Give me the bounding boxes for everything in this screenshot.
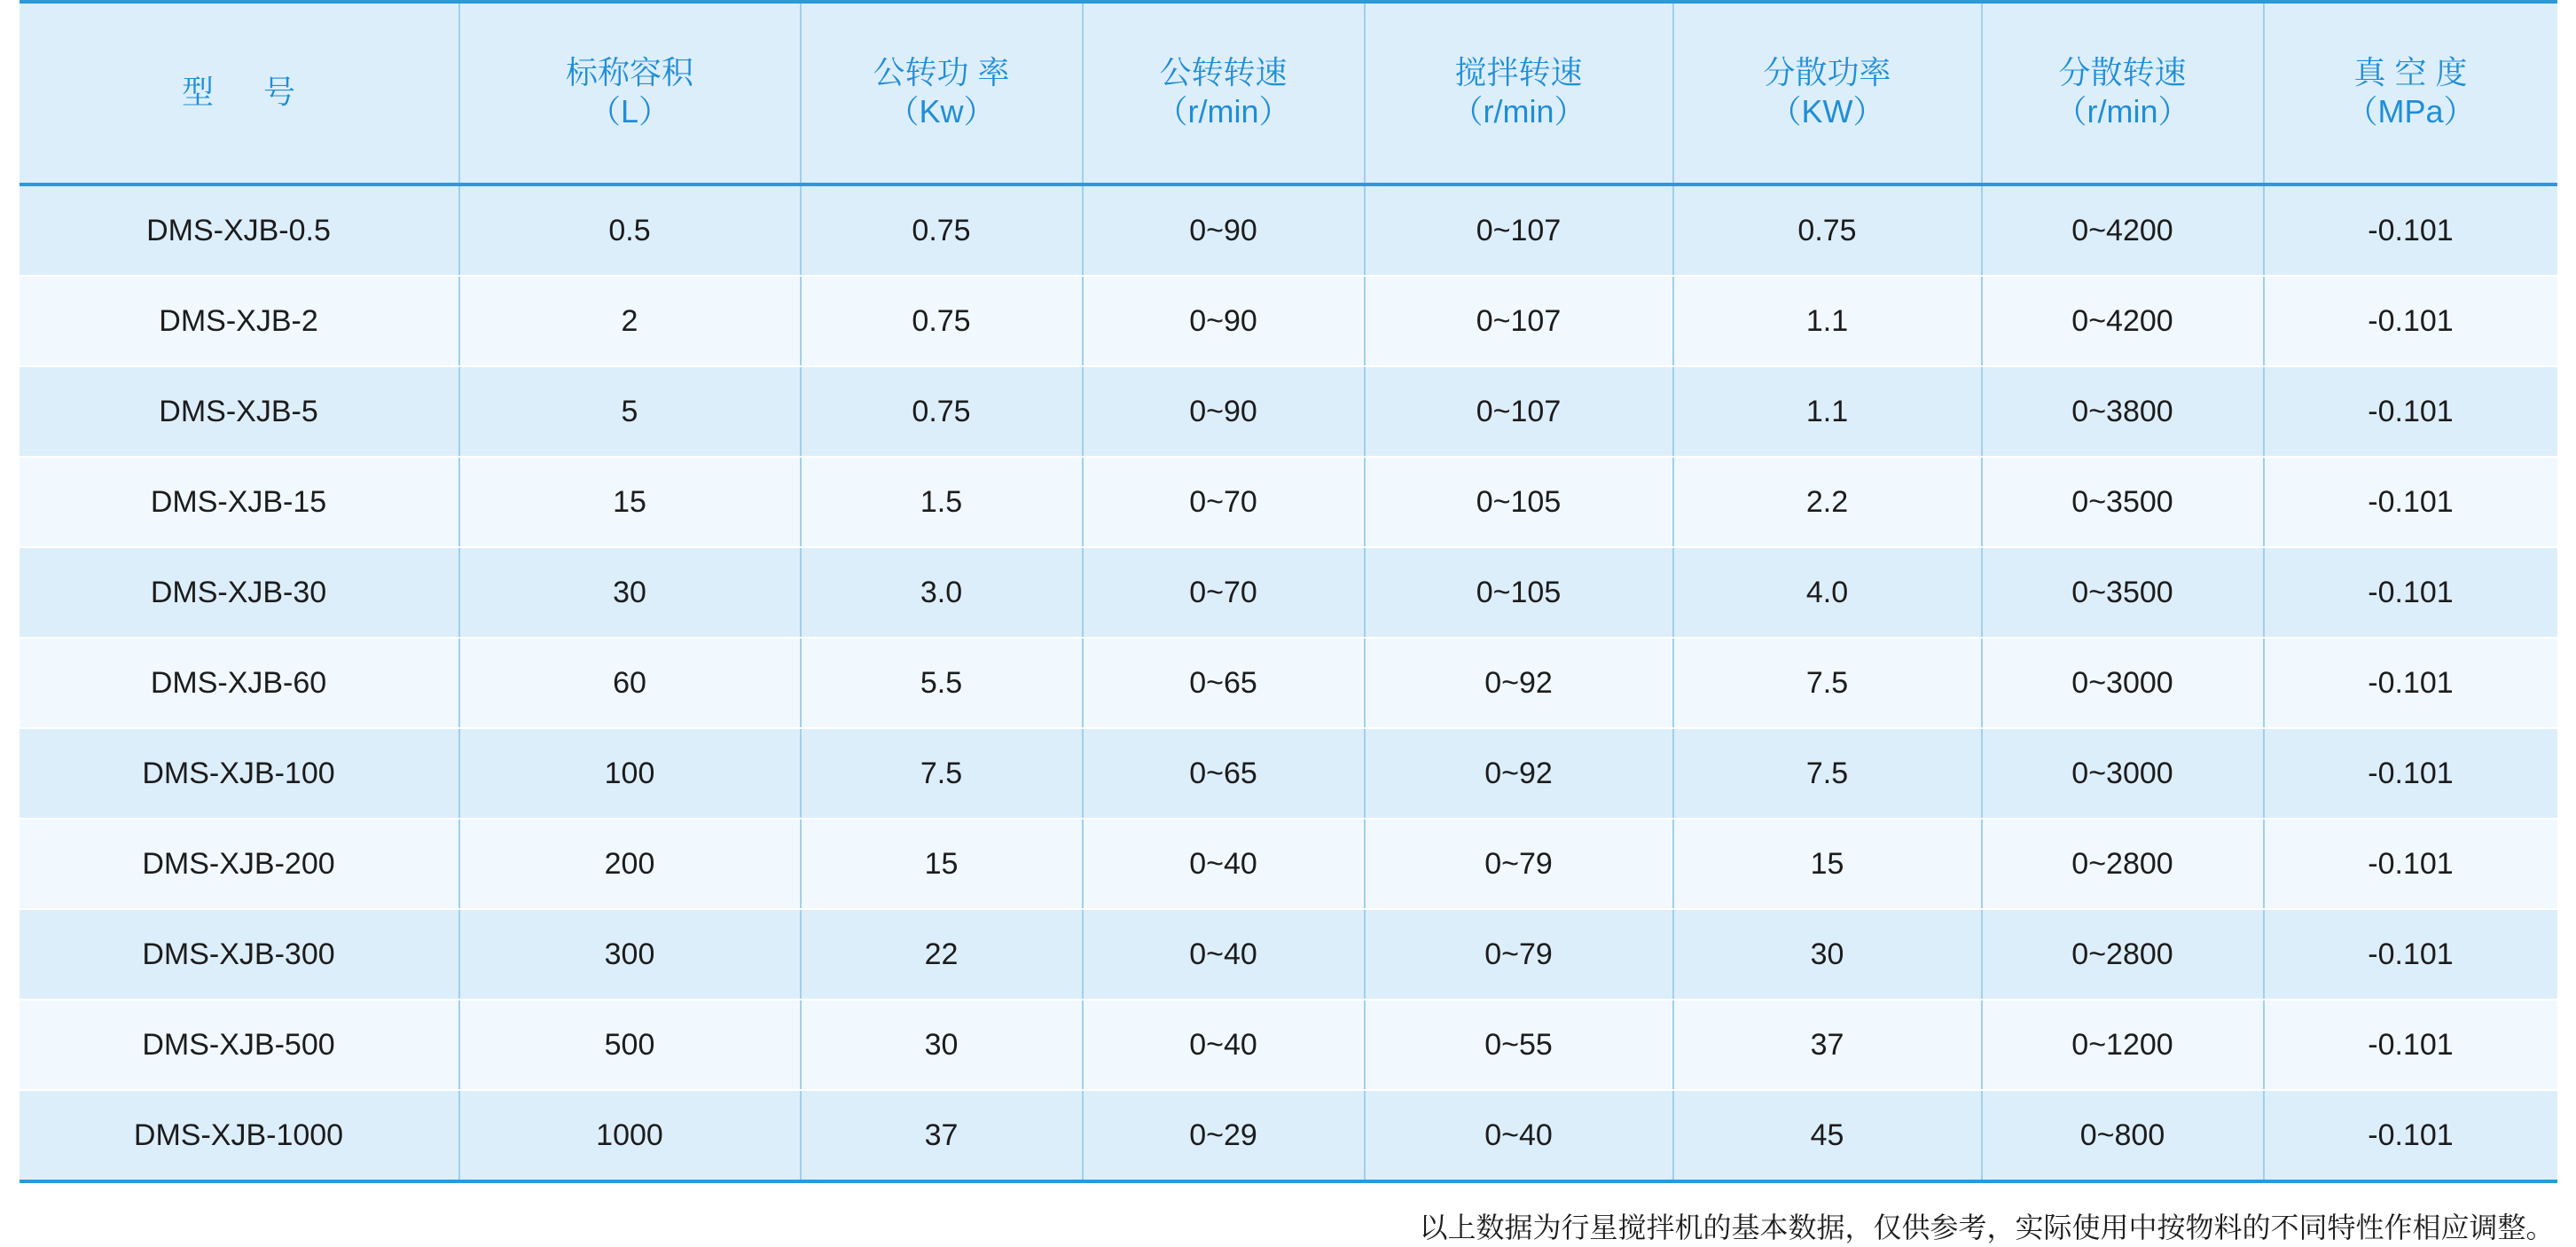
cell-revolution-speed: 0~40 xyxy=(1083,909,1365,1000)
cell-vacuum-degree: -0.101 xyxy=(2264,184,2557,276)
column-header-title: 型 号 xyxy=(181,74,304,111)
cell-dispersion-speed: 0~3000 xyxy=(1982,728,2264,819)
cell-nominal-volume: 100 xyxy=(459,728,801,819)
cell-vacuum-degree: -0.101 xyxy=(2264,547,2557,638)
table-row xyxy=(20,819,2557,909)
cell-revolution-speed: 0~90 xyxy=(1083,366,1365,457)
cell-stirring-speed: 0~107 xyxy=(1365,276,1673,366)
cell-dispersion-power: 30 xyxy=(1673,909,1982,1000)
cell-model: DMS-XJB-5 xyxy=(20,366,459,457)
column-header-nominal-volume xyxy=(459,2,801,184)
column-header-title: 公转转速 xyxy=(1159,54,1288,91)
cell-dispersion-speed: 0~4200 xyxy=(1982,276,2264,366)
cell-vacuum-degree: -0.101 xyxy=(2264,366,2557,457)
table-footnote: 以上数据为行星搅拌机的基本数据，仅供参考，实际使用中按物料的不同特性作相应调整。 xyxy=(1419,1212,2555,1243)
cell-vacuum-degree: -0.101 xyxy=(2264,276,2557,366)
table-row xyxy=(20,638,2557,728)
table-body xyxy=(20,184,2557,1181)
column-header-revolution-speed xyxy=(1083,2,1365,184)
column-header-unit: （r/min） xyxy=(1155,93,1291,129)
cell-revolution-power: 7.5 xyxy=(801,728,1083,819)
cell-revolution-power: 0.75 xyxy=(801,184,1083,276)
column-header-dispersion-power xyxy=(1673,2,1982,184)
cell-revolution-power: 37 xyxy=(801,1090,1083,1181)
cell-stirring-speed: 0~105 xyxy=(1365,547,1673,638)
cell-nominal-volume: 5 xyxy=(459,366,801,457)
specification-table xyxy=(20,0,2557,1183)
cell-revolution-speed: 0~40 xyxy=(1083,1000,1365,1090)
cell-stirring-speed: 0~79 xyxy=(1365,909,1673,1000)
column-header-title: 公转功 率 xyxy=(873,54,1010,91)
cell-dispersion-speed: 0~3500 xyxy=(1982,457,2264,547)
table-row xyxy=(20,457,2557,547)
cell-dispersion-power: 1.1 xyxy=(1673,276,1982,366)
cell-revolution-speed: 0~40 xyxy=(1083,819,1365,909)
cell-stirring-speed: 0~79 xyxy=(1365,819,1673,909)
column-header-title: 分散功率 xyxy=(1763,54,1891,91)
cell-vacuum-degree: -0.101 xyxy=(2264,638,2557,728)
cell-nominal-volume: 0.5 xyxy=(459,184,801,276)
column-header-unit: （KW） xyxy=(1769,93,1885,129)
cell-nominal-volume: 200 xyxy=(459,819,801,909)
cell-stirring-speed: 0~107 xyxy=(1365,366,1673,457)
table-row xyxy=(20,1000,2557,1090)
cell-nominal-volume: 300 xyxy=(459,909,801,1000)
table-row xyxy=(20,276,2557,366)
column-header-model xyxy=(20,2,459,184)
column-header-dispersion-speed xyxy=(1982,2,2264,184)
cell-stirring-speed: 0~55 xyxy=(1365,1000,1673,1090)
cell-nominal-volume: 30 xyxy=(459,547,801,638)
cell-model: DMS-XJB-2 xyxy=(20,276,459,366)
cell-dispersion-power: 37 xyxy=(1673,1000,1982,1090)
column-header-unit: （r/min） xyxy=(2055,93,2190,129)
cell-dispersion-power: 45 xyxy=(1673,1090,1982,1181)
cell-dispersion-speed: 0~800 xyxy=(1982,1090,2264,1181)
cell-vacuum-degree: -0.101 xyxy=(2264,1000,2557,1090)
column-header-title: 分散转速 xyxy=(2058,54,2187,91)
cell-dispersion-power: 0.75 xyxy=(1673,184,1982,276)
cell-revolution-speed: 0~29 xyxy=(1083,1090,1365,1181)
table-header-row xyxy=(20,2,2557,184)
cell-dispersion-power: 2.2 xyxy=(1673,457,1982,547)
cell-stirring-speed: 0~107 xyxy=(1365,184,1673,276)
cell-stirring-speed: 0~92 xyxy=(1365,638,1673,728)
cell-model: DMS-XJB-1000 xyxy=(20,1090,459,1181)
cell-vacuum-degree: -0.101 xyxy=(2264,819,2557,909)
cell-revolution-speed: 0~70 xyxy=(1083,547,1365,638)
cell-dispersion-speed: 0~3500 xyxy=(1982,547,2264,638)
cell-dispersion-speed: 0~2800 xyxy=(1982,909,2264,1000)
cell-revolution-power: 1.5 xyxy=(801,457,1083,547)
cell-vacuum-degree: -0.101 xyxy=(2264,457,2557,547)
table-row xyxy=(20,728,2557,819)
cell-dispersion-speed: 0~2800 xyxy=(1982,819,2264,909)
cell-revolution-power: 22 xyxy=(801,909,1083,1000)
cell-vacuum-degree: -0.101 xyxy=(2264,909,2557,1000)
cell-stirring-speed: 0~40 xyxy=(1365,1090,1673,1181)
cell-dispersion-power: 1.1 xyxy=(1673,366,1982,457)
cell-model: DMS-XJB-300 xyxy=(20,909,459,1000)
cell-dispersion-speed: 0~3000 xyxy=(1982,638,2264,728)
cell-dispersion-power: 7.5 xyxy=(1673,638,1982,728)
column-header-vacuum-degree xyxy=(2264,2,2557,184)
cell-model: DMS-XJB-0.5 xyxy=(20,184,459,276)
cell-model: DMS-XJB-100 xyxy=(20,728,459,819)
table-row xyxy=(20,184,2557,276)
table-row xyxy=(20,1090,2557,1181)
cell-revolution-power: 30 xyxy=(801,1000,1083,1090)
table-row xyxy=(20,909,2557,1000)
cell-dispersion-speed: 0~3800 xyxy=(1982,366,2264,457)
table-row xyxy=(20,547,2557,638)
column-header-unit: （L） xyxy=(588,93,671,129)
cell-dispersion-speed: 0~1200 xyxy=(1982,1000,2264,1090)
table-header xyxy=(20,2,2557,184)
cell-nominal-volume: 2 xyxy=(459,276,801,366)
cell-vacuum-degree: -0.101 xyxy=(2264,1090,2557,1181)
cell-revolution-speed: 0~90 xyxy=(1083,184,1365,276)
column-header-unit: （r/min） xyxy=(1451,93,1586,129)
column-header-title: 标称容积 xyxy=(565,54,693,91)
column-header-unit: （Kw） xyxy=(887,93,996,129)
table-row xyxy=(20,366,2557,457)
cell-dispersion-power: 15 xyxy=(1673,819,1982,909)
cell-vacuum-degree: -0.101 xyxy=(2264,728,2557,819)
cell-revolution-power: 0.75 xyxy=(801,366,1083,457)
cell-revolution-speed: 0~90 xyxy=(1083,276,1365,366)
cell-nominal-volume: 15 xyxy=(459,457,801,547)
cell-model: DMS-XJB-500 xyxy=(20,1000,459,1090)
cell-nominal-volume: 500 xyxy=(459,1000,801,1090)
cell-revolution-speed: 0~70 xyxy=(1083,457,1365,547)
cell-revolution-power: 3.0 xyxy=(801,547,1083,638)
column-header-stirring-speed xyxy=(1365,2,1673,184)
column-header-unit: （MPa） xyxy=(2345,93,2476,129)
cell-model: DMS-XJB-15 xyxy=(20,457,459,547)
cell-revolution-power: 0.75 xyxy=(801,276,1083,366)
cell-revolution-power: 15 xyxy=(801,819,1083,909)
cell-nominal-volume: 60 xyxy=(459,638,801,728)
cell-model: DMS-XJB-200 xyxy=(20,819,459,909)
cell-stirring-speed: 0~92 xyxy=(1365,728,1673,819)
cell-stirring-speed: 0~105 xyxy=(1365,457,1673,547)
column-header-title: 搅拌转速 xyxy=(1454,54,1583,91)
cell-dispersion-speed: 0~4200 xyxy=(1982,184,2264,276)
cell-revolution-speed: 0~65 xyxy=(1083,638,1365,728)
cell-model: DMS-XJB-30 xyxy=(20,547,459,638)
column-header-revolution-power xyxy=(801,2,1083,184)
cell-revolution-power: 5.5 xyxy=(801,638,1083,728)
column-header-title: 真 空 度 xyxy=(2353,54,2468,91)
cell-model: DMS-XJB-60 xyxy=(20,638,459,728)
cell-nominal-volume: 1000 xyxy=(459,1090,801,1181)
cell-dispersion-power: 7.5 xyxy=(1673,728,1982,819)
cell-dispersion-power: 4.0 xyxy=(1673,547,1982,638)
cell-revolution-speed: 0~65 xyxy=(1083,728,1365,819)
